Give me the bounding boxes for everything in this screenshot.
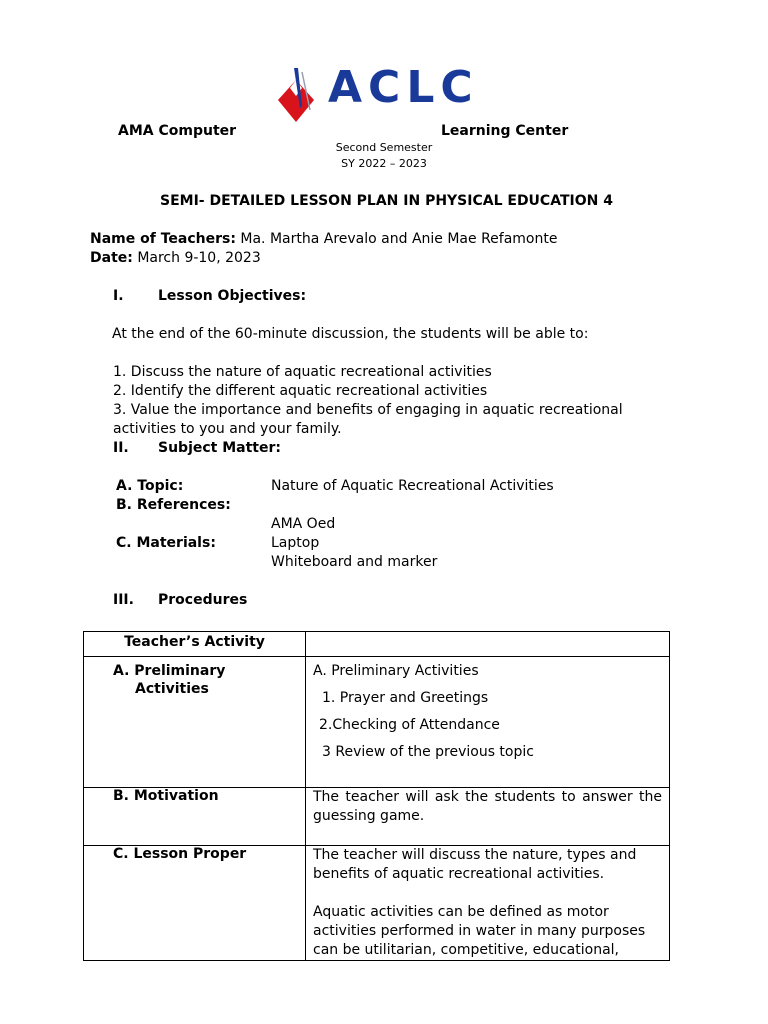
section-numeral-3: III. bbox=[113, 592, 134, 608]
objectives-heading: Lesson Objectives: bbox=[158, 288, 307, 304]
table-header-cell bbox=[306, 632, 670, 657]
aclc-logo bbox=[272, 62, 482, 124]
row-label: A. Preliminary bbox=[113, 663, 226, 679]
semester: Second Semester bbox=[335, 141, 433, 154]
header-teachers-activity: Teacher’s Activity bbox=[124, 634, 265, 650]
table-row bbox=[84, 788, 670, 846]
materials-label: C. Materials: bbox=[116, 535, 216, 551]
table-cell bbox=[306, 657, 670, 788]
table-cell bbox=[306, 846, 670, 961]
teachers-label: Name of Teachers: bbox=[90, 231, 236, 247]
section-numeral-2: II. bbox=[113, 440, 129, 456]
topic-label: A. Topic: bbox=[116, 478, 184, 494]
section-numeral-1: I. bbox=[113, 288, 124, 304]
org-name-left: AMA Computer bbox=[118, 123, 237, 139]
materials-value: Whiteboard and marker bbox=[271, 554, 438, 570]
aclc-emblem-icon bbox=[272, 66, 322, 124]
objectives-intro: At the end of the 60-minute discussion, the students will be able to: bbox=[112, 326, 589, 342]
teachers-line bbox=[90, 231, 557, 247]
row-text: Aquatic activities can be defined as motor activities performed in water in many purposes can be utilitarian, competitive, educational, bbox=[313, 904, 646, 958]
topic-value: Nature of Aquatic Recreational Activities bbox=[271, 478, 554, 494]
subject-matter-heading: Subject Matter: bbox=[158, 440, 281, 456]
table-header-cell bbox=[84, 632, 306, 657]
table-header-row bbox=[84, 632, 670, 657]
row-text: The teacher will discuss the nature, types and benefits of aquatic recreational activities. bbox=[313, 847, 637, 882]
date-value: March 9-10, 2023 bbox=[137, 250, 261, 266]
row-label: B. Motivation bbox=[113, 788, 219, 804]
materials-value: Laptop bbox=[271, 535, 320, 551]
list-item: 3 Review of the previous topic bbox=[322, 744, 534, 760]
list-item: 2.Checking of Attendance bbox=[319, 717, 500, 733]
org-name-right: Learning Center bbox=[441, 123, 569, 139]
date-label: Date: bbox=[90, 250, 133, 266]
row-text: The teacher will ask the students to answer the guessing game. bbox=[313, 789, 662, 824]
row-label-continued: Activities bbox=[135, 681, 209, 697]
references-label: B. References: bbox=[116, 497, 231, 513]
teachers-value: Ma. Martha Arevalo and Anie Mae Refamonte bbox=[240, 231, 558, 247]
procedures-heading: Procedures bbox=[158, 592, 248, 608]
date-line bbox=[90, 250, 261, 266]
procedures-table bbox=[83, 631, 670, 961]
school-year: SY 2022 – 2023 bbox=[341, 157, 427, 170]
table-row bbox=[84, 846, 670, 961]
objective-item: activities to you and your family. bbox=[113, 421, 342, 437]
table-cell bbox=[84, 788, 306, 846]
table-cell bbox=[306, 788, 670, 846]
row-label: C. Lesson Proper bbox=[113, 846, 247, 862]
objective-item: 2. Identify the different aquatic recreational activities bbox=[113, 383, 488, 399]
list-item: 1. Prayer and Greetings bbox=[322, 690, 489, 706]
page-title: SEMI- DETAILED LESSON PLAN IN PHYSICAL EDUCATION 4 bbox=[160, 193, 613, 209]
objective-item: 1. Discuss the nature of aquatic recreational activities bbox=[113, 364, 492, 380]
table-row bbox=[84, 657, 670, 788]
list-item: A. Preliminary Activities bbox=[313, 663, 479, 679]
objective-item: 3. Value the importance and benefits of engaging in aquatic recreational bbox=[113, 402, 623, 418]
table-cell bbox=[84, 846, 306, 961]
references-value: AMA Oed bbox=[271, 516, 336, 532]
logo-text: ACLC bbox=[328, 62, 479, 113]
table-cell bbox=[84, 657, 306, 788]
